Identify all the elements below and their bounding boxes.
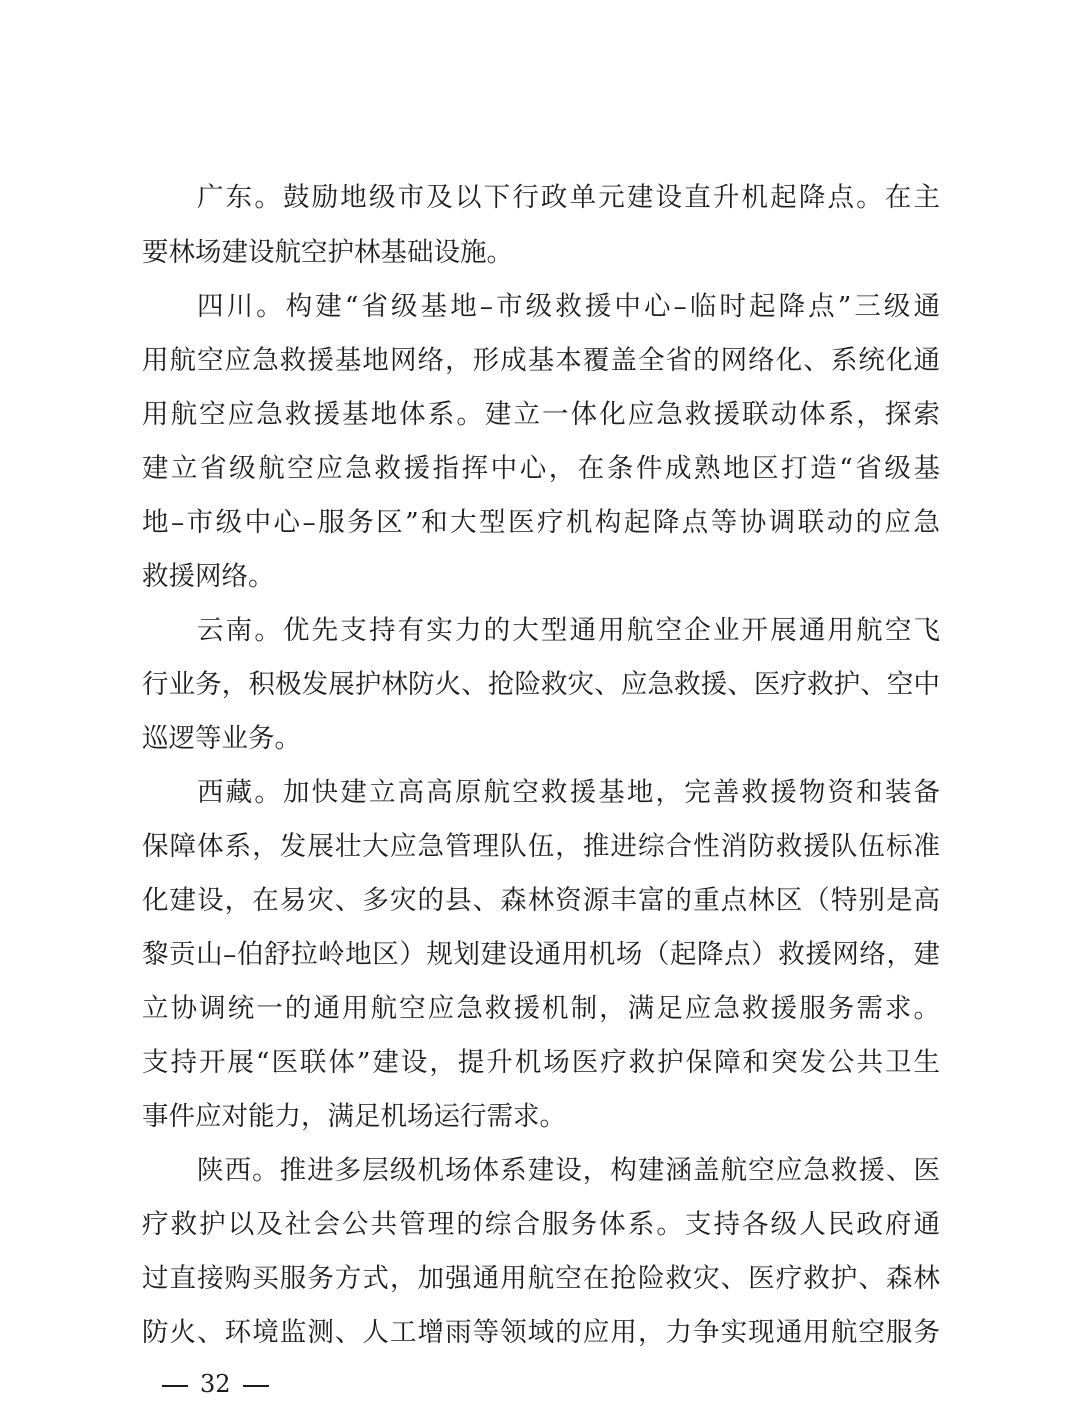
text-line: 救援网络。 <box>142 561 275 592</box>
text-line: 巡逻等业务。 <box>142 723 301 754</box>
text-line: 疗救护以及社会公共管理的综合服务体系。支持各级人民政府通 <box>142 1209 940 1240</box>
text-line: 要林场建设航空护林基础设施。 <box>142 237 513 268</box>
page-number-value: 32 <box>200 1370 231 1398</box>
text-line: 保障体系，发展壮大应急管理队伍，推进综合性消防救援队伍标准 <box>142 831 940 862</box>
text-line: 立协调统一的通用航空应急救援机制，满足应急救援服务需求。 <box>142 993 940 1024</box>
text-line: 陕西。推进多层级机场体系建设，构建涵盖航空应急救援、医 <box>197 1155 940 1186</box>
text-line: 行业务，积极发展护林防火、抢险救灾、应急救援、医疗救护、空中 <box>142 669 940 700</box>
text-line: 广东。鼓励地级市及以下行政单元建设直升机起降点。在主 <box>197 182 940 213</box>
text-line: 用航空应急救援基地网络，形成基本覆盖全省的网络化、系统化通 <box>142 345 940 376</box>
text-line: 黎贡山–伯舒拉岭地区）规划建设通用机场（起降点）救援网络，建 <box>142 939 940 970</box>
text-line: 事件应对能力，满足机场运行需求。 <box>142 1101 566 1132</box>
text-line: 四川。构建“省级基地–市级救援中心–临时起降点”三级通 <box>197 291 940 322</box>
page-number-dash-left <box>162 1385 188 1387</box>
page-number-dash-right <box>243 1385 269 1387</box>
text-line: 用航空应急救援基地体系。建立一体化应急救援联动体系，探索 <box>142 399 940 430</box>
page-number <box>150 1364 281 1404</box>
text-line: 西藏。加快建立高高原航空救援基地，完善救援物资和装备 <box>197 777 940 808</box>
text-line: 化建设，在易灾、多灾的县、森林资源丰富的重点林区（特别是高 <box>142 885 940 916</box>
text-line: 云南。优先支持有实力的大型通用航空企业开展通用航空飞 <box>197 615 940 646</box>
text-line: 防火、环境监测、人工增雨等领域的应用，力争实现通用航空服务 <box>142 1317 940 1348</box>
text-line: 支持开展“医联体”建设，提升机场医疗救护保障和突发公共卫生 <box>142 1047 940 1078</box>
text-line: 地–市级中心–服务区”和大型医疗机构起降点等协调联动的应急 <box>142 507 940 538</box>
text-line: 建立省级航空应急救援指挥中心，在条件成熟地区打造“省级基 <box>142 453 940 484</box>
text-line: 过直接购买服务方式，加强通用航空在抢险救灾、医疗救护、森林 <box>142 1263 940 1294</box>
